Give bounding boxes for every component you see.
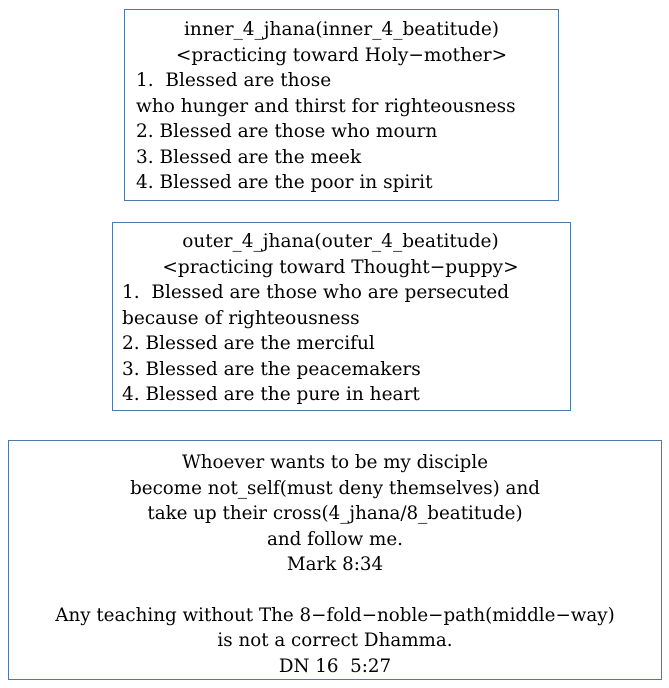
mark-reference: Mark 8:34: [286, 554, 384, 575]
mark-quote-line-3: take up their cross(4_jhana/8_beatitude): [147, 503, 523, 524]
inner-item-1b: who hunger and thirst for righteousness: [136, 95, 516, 117]
inner-beatitude-box: [124, 9, 559, 201]
mark-quote-line-1: Whoever wants to be my disciple: [181, 452, 489, 473]
inner-item-1a: 1. Blessed are those: [136, 70, 332, 91]
outer-box-title: outer_4_jhana(outer_4_beatitude): [182, 231, 499, 252]
mark-quote-line-4: and follow me.: [267, 528, 403, 550]
outer-beatitude-box: [112, 222, 571, 411]
quote-box: [8, 440, 662, 680]
outer-item-1b: because of righteousness: [122, 307, 360, 329]
dn-quote-line-1: Any teaching without The 8−fold−noble−path(middle−way): [55, 604, 615, 626]
spacer: [9, 578, 661, 603]
outer-item-3: 3. Blessed are the peacemakers: [122, 358, 421, 380]
outer-item-4: 4. Blessed are the pure in heart: [122, 384, 420, 405]
inner-item-4: 4. Blessed are the poor in spirit: [136, 172, 433, 193]
inner-item-2: 2. Blessed are those who mourn: [136, 121, 438, 142]
outer-item-1a: 1. Blessed are those who are persecuted: [122, 282, 510, 303]
dn-quote-line-2: is not a correct Dhamma.: [217, 630, 453, 651]
mark-quote-line-2: become not_self(must deny themselves) and: [130, 477, 540, 499]
outer-item-2: 2. Blessed are the merciful: [122, 333, 375, 354]
inner-item-3: 3. Blessed are the meek: [136, 146, 362, 168]
inner-box-subtitle: <practicing toward Holy−mother>: [175, 44, 508, 66]
dn-reference: DN 16 5:27: [278, 655, 392, 677]
outer-box-subtitle: <practicing toward Thought−puppy>: [162, 256, 519, 278]
inner-box-title: inner_4_jhana(inner_4_beatitude): [184, 19, 499, 40]
